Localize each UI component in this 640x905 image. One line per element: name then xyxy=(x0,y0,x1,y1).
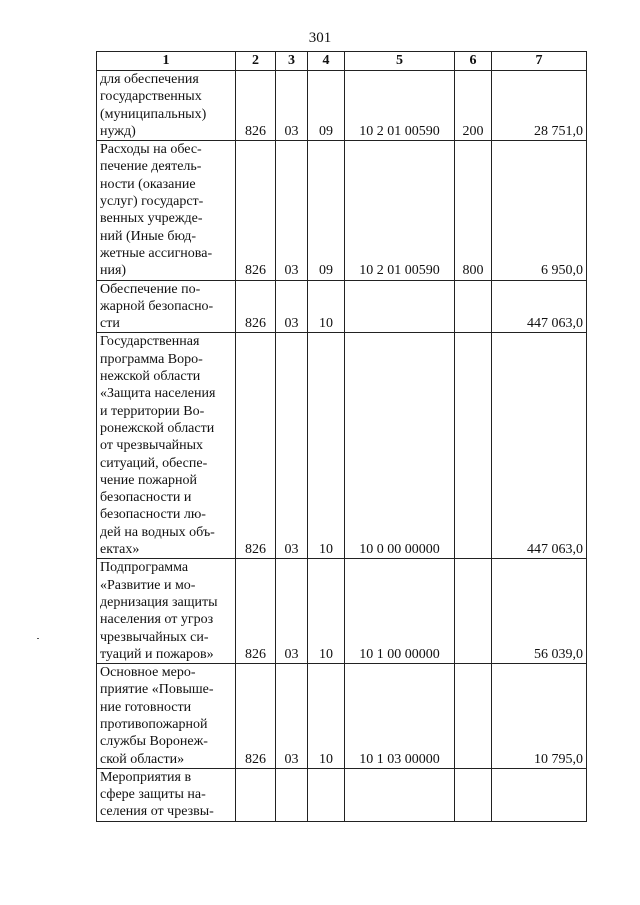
row-name: Основное меро- приятие «Повыше- ние готовности противопожарной службы Воронеж- ской области» xyxy=(100,665,214,767)
row-pr: 09 xyxy=(308,71,345,141)
row-csr: 10 1 03 00000 xyxy=(345,664,455,769)
row-pr xyxy=(308,768,345,821)
row-csr xyxy=(345,768,455,821)
row-name-cell xyxy=(97,141,236,280)
table-header-row xyxy=(97,52,587,71)
row-name: для обеспечения государственных (муниципальных) нужд) xyxy=(100,72,207,139)
row-vr xyxy=(455,333,492,559)
table-row xyxy=(97,71,587,141)
row-csr: 10 2 01 00590 xyxy=(345,71,455,141)
row-name-cell xyxy=(97,664,236,769)
row-gr xyxy=(236,768,276,821)
table-row xyxy=(97,333,587,559)
table-row xyxy=(97,664,587,769)
scan-dot xyxy=(37,638,39,639)
row-vr: 800 xyxy=(455,141,492,280)
row-rz: 03 xyxy=(276,71,308,141)
row-pr: 10 xyxy=(308,664,345,769)
row-rz xyxy=(276,768,308,821)
row-pr: 09 xyxy=(308,141,345,280)
row-rz: 03 xyxy=(276,559,308,664)
row-vr xyxy=(455,559,492,664)
row-csr: 10 2 01 00590 xyxy=(345,141,455,280)
row-sum: 6 950,0 xyxy=(492,141,587,280)
row-gr: 826 xyxy=(236,559,276,664)
column-header-1: 1 xyxy=(97,52,236,71)
row-gr: 826 xyxy=(236,333,276,559)
row-name-cell xyxy=(97,559,236,664)
table-row xyxy=(97,559,587,664)
row-sum: 447 063,0 xyxy=(492,280,587,333)
row-gr: 826 xyxy=(236,71,276,141)
row-pr: 10 xyxy=(308,333,345,559)
row-name: Обеспечение по- жарной безопасно- сти xyxy=(100,281,214,332)
row-pr: 10 xyxy=(308,559,345,664)
table-row xyxy=(97,280,587,333)
row-sum: 447 063,0 xyxy=(492,333,587,559)
row-name: Мероприятия в сфере защиты на- селения от чрезвы- xyxy=(100,769,214,820)
row-name-cell xyxy=(97,768,236,821)
row-vr xyxy=(455,280,492,333)
row-sum xyxy=(492,768,587,821)
budget-table xyxy=(96,51,587,822)
column-header-4: 4 xyxy=(308,52,345,71)
column-header-2: 2 xyxy=(236,52,276,71)
row-name: Расходы на обес- печение деятель- ности (оказание услуг) государст- венных учрежде- ний (Иные бюд- жетные ассигнова- ния) xyxy=(100,142,213,279)
row-sum: 10 795,0 xyxy=(492,664,587,769)
row-gr: 826 xyxy=(236,280,276,333)
row-vr xyxy=(455,664,492,769)
column-header-3: 3 xyxy=(276,52,308,71)
row-rz: 03 xyxy=(276,333,308,559)
row-gr: 826 xyxy=(236,664,276,769)
row-name: Подпрограмма «Развитие и мо- дернизация защиты населения от угроз чрезвычайных си- туаций и пожаров» xyxy=(100,560,218,662)
row-csr: 10 1 00 00000 xyxy=(345,559,455,664)
row-sum: 56 039,0 xyxy=(492,559,587,664)
row-name-cell xyxy=(97,71,236,141)
column-header-6: 6 xyxy=(455,52,492,71)
row-rz: 03 xyxy=(276,664,308,769)
row-sum: 28 751,0 xyxy=(492,71,587,141)
row-name: Государственная программа Воро- нежской области «Защита населения и территории Во- ронежской области от чрезвычайных ситуаций, обеспе- чение пожарной безопасности и безопасности лю- дей на водных объ- ектах» xyxy=(100,334,216,558)
table-row xyxy=(97,141,587,280)
column-header-7: 7 xyxy=(492,52,587,71)
row-name-cell xyxy=(97,280,236,333)
row-pr: 10 xyxy=(308,280,345,333)
row-csr xyxy=(345,280,455,333)
row-vr xyxy=(455,768,492,821)
row-gr: 826 xyxy=(236,141,276,280)
row-rz: 03 xyxy=(276,280,308,333)
table-row xyxy=(97,768,587,821)
row-csr: 10 0 00 00000 xyxy=(345,333,455,559)
page-number: 301 xyxy=(308,30,332,46)
column-header-5: 5 xyxy=(345,52,455,71)
row-name-cell xyxy=(97,333,236,559)
row-vr: 200 xyxy=(455,71,492,141)
row-rz: 03 xyxy=(276,141,308,280)
